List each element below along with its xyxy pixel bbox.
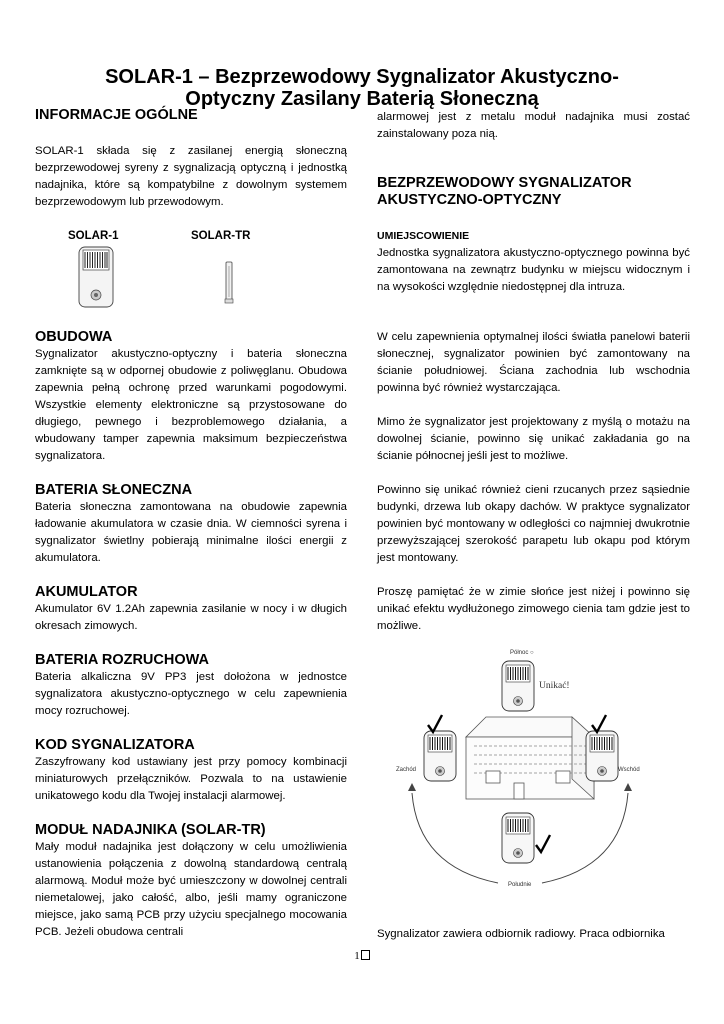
house-drawing (466, 717, 594, 799)
check-south-icon (536, 835, 550, 852)
akumulator-paragraph: Akumulator 6V 1.2Ah zapewnia zasilanie w nocy i w długich okresach zimowych. (35, 603, 347, 632)
page-title (40, 66, 684, 110)
info-paragraph: SOLAR-1 składa się z zasilanej energią słoneczną bezprzewodowej syreny z sygnalizacją optyczną i jednostką nadajnika, które są kompatybilne z dowolnym systemem bezprzewodowym lub przewodowym. (35, 145, 347, 208)
device-label-solar1: SOLAR-1 (68, 230, 119, 242)
south-siren (502, 813, 534, 863)
north-siren (502, 661, 534, 711)
west-to-south-arrow (412, 793, 498, 883)
obudowa-paragraph: Sygnalizator akustyczno-optyczny i bateria słoneczna zamknięte są w odpornej obudowie z poliwęglanu. Obudowa zapewnia pełną ochronę przed warunkami pogodowymi. Wszystkie elementy elektroniczne są przystosowane do długiego, pewnego i bezproblemowego działania, a wbudowany tamper zapewnia maksimum bezpieczeństwa sygnalizatora. (35, 348, 347, 462)
kod-paragraph: Zaszyfrowany kod ustawiany jest przy pomocy kombinacji miniaturowych przełączników. Pozwala to na ustawienie unikatowego kodu dla Twojej instalacji alarmowej. (35, 756, 347, 802)
info-heading: INFORMACJE OGÓLNE (35, 107, 198, 123)
modul-paragraph: Mały moduł nadajnika jest dołączony w celu umożliwienia ustanowienia połączenia z dowolną standardową centralą alarmową. Moduł może być umieszczony w dowolnej centrali niemetalowej, jako całość, albo, jeśli mamy ograniczone miejsce, jako samą PCB przy użyciu specjalnego mocowania PCB. Jeżeli obudowa centrali (35, 841, 347, 938)
page-title-line2: Optyczny Zasilany Baterią Słoneczną (185, 88, 539, 110)
placement-paragraph-2: W celu zapewnienia optymalnej ilości światła panelowi baterii słonecznej, sygnalizator powinien być zamontowany na ścianie południowej. Ściana zachodnia lub wschodnia powinna być również wystarczająca. (377, 331, 690, 394)
south-label: Południe (508, 882, 532, 888)
rozruch-paragraph: Bateria alkaliczna 9V PP3 jest dołożona w jednostce sygnalizatora akustyczno-optycznego w celu zapewnienia mocy rozruchowej. (35, 671, 347, 717)
west-siren (424, 731, 456, 781)
page-footer (0, 950, 724, 962)
north-label: Północ ○ (510, 650, 534, 656)
placement-paragraph-4: Powinno się unikać również cieni rzucanych przez sąsiednie budynki, drzewa lub okapy dachów. W praktyce sygnalizator powinien być montowany w odległości co najmniej dwukrotnie przewyższającej szerokość parapetu lub okapu pod którym jest montowany. (377, 484, 690, 564)
placement-paragraph-5: Proszę pamiętać że w zimie słońce jest niżej i powinno się unikać efektu wydłużonego zimowego cienia tam gdzie jest to możliwe. (377, 586, 690, 632)
umiejscowienie-subheading: UMIEJSCOWIENIE (377, 230, 470, 242)
west-arrowhead (408, 783, 416, 791)
solartr-module-image (224, 261, 234, 305)
placement-diagram (390, 645, 650, 895)
bateria-heading: BATERIA SŁONECZNA (35, 482, 193, 498)
placement-paragraph-1: Jednostka sygnalizatora akustyczno-optycznego powinna być zamontowana na zewnątrz budynku w miejscu widocznym i na wysokości względnie niedostępnej dla intruza. (377, 247, 690, 293)
solar1-device-image (78, 246, 114, 308)
kod-heading: KOD SYGNALIZATORA (35, 737, 195, 753)
check-west-icon (428, 715, 442, 732)
akumulator-heading: AKUMULATOR (35, 584, 138, 600)
page-number: 1 (354, 950, 360, 962)
page-title-line1: SOLAR-1 – Bezprzewodowy Sygnalizator Akustyczno- (105, 66, 619, 88)
receiver-paragraph: Sygnalizator zawiera odbiornik radiowy. Praca odbiornika (377, 928, 665, 940)
east-to-south-arrow (542, 793, 628, 883)
modul-heading: MODUŁ NADAJNIKA (SOLAR-TR) (35, 822, 266, 838)
device-label-solartr: SOLAR-TR (191, 230, 251, 242)
east-label: Wschód (618, 767, 640, 773)
page-number-box-icon (361, 950, 370, 960)
east-siren (586, 731, 618, 781)
check-east-icon (592, 715, 606, 732)
continued-paragraph: alarmowej jest z metalu moduł nadajnika musi zostać zainstalowany poza nią. (377, 111, 690, 140)
avoid-label: Unikać! (539, 681, 570, 691)
east-arrowhead (624, 783, 632, 791)
west-label: Zachód (396, 767, 417, 773)
bateria-paragraph: Bateria słoneczna zamontowana na obudowie zapewnia ładowanie akumulatora w czasie dnia. W ciemności syrena i sygnalizator świetlny pobierają minimalne ilości energii z akumulatora. (35, 501, 347, 564)
sygnalizator-heading-line2: AKUSTYCZNO-OPTYCZNY (377, 192, 562, 208)
rozruch-heading: BATERIA ROZRUCHOWA (35, 652, 209, 668)
sygnalizator-heading (377, 175, 632, 209)
obudowa-heading: OBUDOWA (35, 329, 113, 345)
placement-paragraph-3: Mimo że sygnalizator jest projektowany z myślą o motażu na dowolnej ścianie, powinno się unikać zakładania go na ścianie północnej jeśli jest to możliwe. (377, 416, 690, 462)
sygnalizator-heading-line1: BEZPRZEWODOWY SYGNALIZATOR (377, 175, 632, 191)
